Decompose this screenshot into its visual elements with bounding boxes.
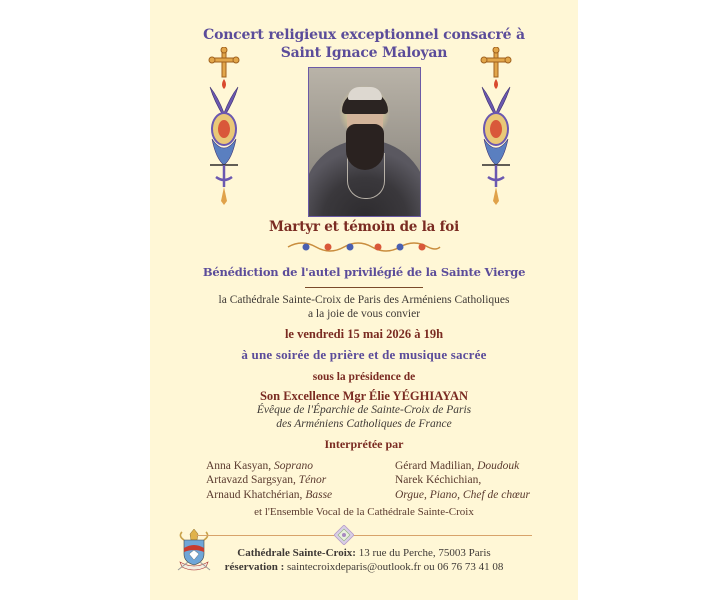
diamond-ornament-icon bbox=[334, 525, 354, 545]
performer-item: Anna Kasyan, Soprano bbox=[206, 460, 314, 472]
event-description: à une soirée de prière et de musique sacrée bbox=[241, 347, 487, 362]
presider-role-line-2: des Arméniens Catholiques de France bbox=[276, 418, 452, 430]
benediction-heading: Bénédiction de l'autel privilégié de la Sainte Vierge bbox=[202, 265, 526, 279]
performer-item: Artavazd Sargsyan, Ténor bbox=[206, 474, 327, 487]
address-line bbox=[150, 547, 578, 559]
ensemble-line: et l'Ensemble Vocal de la Cathédrale Sainte-Croix bbox=[254, 506, 474, 518]
reservation-label: réservation : bbox=[224, 561, 285, 573]
performers-list-right bbox=[395, 459, 530, 502]
performer-item: Orgue, Piano, Chef de chœur bbox=[395, 488, 531, 501]
performer-item: Arnaud Khatchérian, Basse bbox=[206, 488, 333, 501]
performers-label: Interprétée par bbox=[324, 437, 404, 451]
reservation-contact[interactable]: saintecroixdeparis@outlook.fr ou 06 76 73 41 08 bbox=[284, 561, 504, 573]
footer-divider-rule bbox=[196, 535, 532, 536]
address-value: 13 rue du Perche, 75003 Paris bbox=[355, 547, 491, 559]
illuminated-cross-ornament-icon bbox=[478, 47, 514, 207]
performers-list-left bbox=[206, 459, 332, 502]
title-line-2: Saint Ignace Maloyan bbox=[280, 45, 448, 61]
host-line-1: la Cathédrale Sainte-Croix de Paris des Arméniens Catholiques bbox=[218, 294, 510, 306]
subtitle-martyr: Martyr et témoin de la foi bbox=[268, 219, 460, 235]
saint-portrait-image bbox=[308, 67, 421, 217]
presidence-label: sous la présidence de bbox=[312, 371, 416, 383]
illuminated-cross-ornament-icon bbox=[206, 47, 242, 207]
divider-rule bbox=[305, 287, 423, 288]
host-line-2: a la joie de vous convier bbox=[307, 308, 421, 320]
address-label: Cathédrale Sainte-Croix: bbox=[237, 547, 356, 559]
performer-item: Gérard Madilian, Doudouk bbox=[395, 460, 520, 472]
title-line-1: Concert religieux exceptionnel consacré à bbox=[203, 27, 525, 43]
invitation-page bbox=[150, 0, 578, 600]
decorative-divider-ornament-icon bbox=[284, 240, 444, 254]
presider-name: Son Excellence Mgr Élie YÉGHIAYAN bbox=[259, 389, 469, 403]
performer-item: Narek Kéchichian, bbox=[395, 474, 482, 487]
event-date: le vendredi 15 mai 2026 à 19h bbox=[284, 327, 444, 341]
reservation-line bbox=[150, 561, 578, 573]
presider-role-line-1: Évêque de l'Éparchie de Sainte-Croix de Paris bbox=[256, 404, 472, 416]
